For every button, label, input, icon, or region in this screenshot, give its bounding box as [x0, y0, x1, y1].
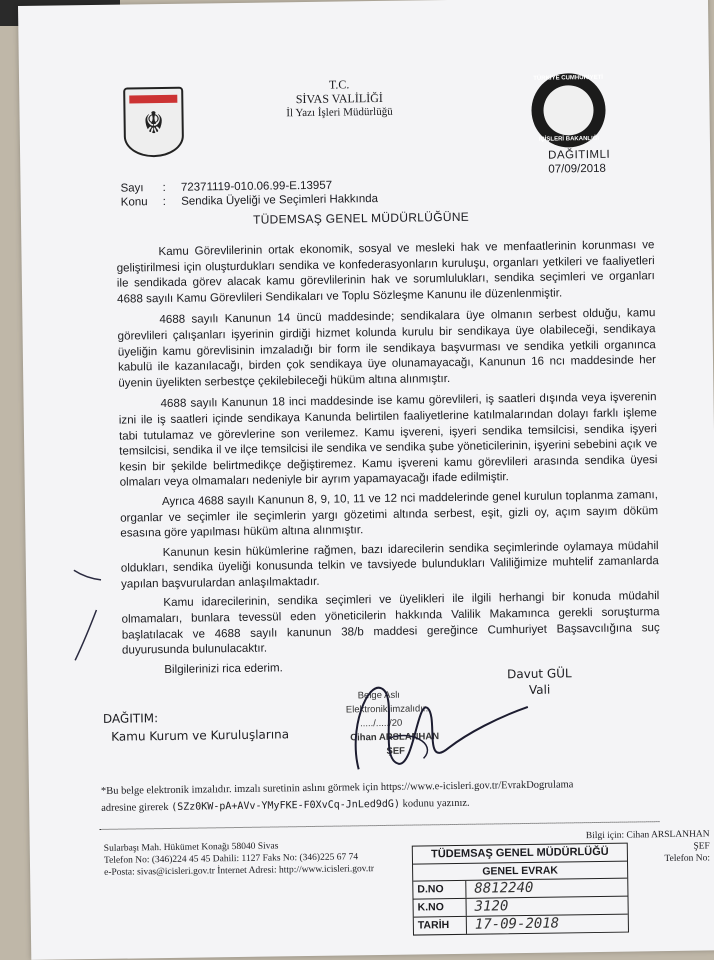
konu-label: Konu — [120, 196, 148, 209]
paragraph-3: 4688 sayılı Kanunun 18 inci maddesinde ise kamu görevlileri, iş saatleri dışında veya işverenin izni ile iş saatleri içinde sendikaya Kanunda belirtilen faaliyetlerine katılmalarından dolayı farklı işleme tabi tutulamaz ve görevlerine son verilemez. Kamu işvereni, işyeri sendika temsilcisi, sendika işyeri temsilcisi, sendika il ve ilçe temsilcisi ile sendika ve sendika şube yöneticilerinin, işyerini sebebini açık ve kesin bir şekilde belirtmedikçe değiştiremez. Kamu işvereni kamu görevlileri arasında sendika üyesi olmaları veya olmamaları nedeniyle bir ayrım yapamayacağı ifade edilmiştir. — [118, 390, 658, 489]
reference-block — [120, 178, 378, 210]
sayi-value: 72371119-010.06.99-E.13957 — [180, 179, 333, 194]
stamp-date-value: 17-09-2018 — [474, 915, 560, 933]
signatory-title: Vali — [528, 682, 551, 697]
distribution-label: DAĞITIMLI — [548, 148, 611, 162]
stamp-line-5: ŞEF — [386, 745, 406, 757]
paragraph-4: Ayrıca 4688 sayılı Kanunun 8, 9, 10, 11 ve 12 nci maddelerinde genel kurulun toplanma zamanı, organlar ve seçimler ile seçimlerin yargı gözetimi altında serbest, eşit, gizli oy, açım sayım döküm esasına göre yapılması hüküm altına alınmıştır. — [120, 488, 659, 540]
distribution-recipients: Kamu Kurum ve Kuruluşlarına — [111, 727, 290, 744]
sayi-label: Sayı — [120, 182, 144, 195]
pen-tick-1 — [74, 570, 101, 580]
signature-stroke — [355, 686, 529, 770]
margin-pen-marks — [66, 560, 128, 671]
konu-value: Sendika Üyeliği ve Seçimleri Hakkında — [181, 192, 379, 208]
stamp-line-4: Cihan ARSLANHAN — [350, 731, 440, 744]
letterhead — [259, 76, 420, 120]
stamp-row-dno — [413, 878, 627, 899]
sivas-governorship-seal — [123, 87, 184, 158]
footer-contact — [104, 838, 434, 879]
addressee: TÜDEMSAŞ GENEL MÜDÜRLÜĞÜNE — [252, 209, 470, 227]
footer-email: e-Posta: sivas@icisleri.gov.tr İnternet Adresi: http://www.icisleri.gov.tr — [104, 864, 375, 878]
stamp-line-1: Belge Aslı — [357, 689, 400, 702]
handwritten-signature — [327, 667, 539, 780]
e-signature-note — [101, 774, 714, 817]
paragraph-1: Kamu Görevlilerinin ortak ekonomik, sosyal ve mesleki hak ve menfaatlerinin korunması ve geliştirilmesi için oluşturdukları sendika ve konfederasyonların kuruluşu, organları yetkileri ve faaliyetleri ile sendikada görev alacak kamu görevlilerinin hak ve sorumlulukları, sendika seçimleri ve organları 4688 sayılı Kamu Görevlileri Sendikaları ve Toplu Sözleşme Kanunu ile düzenlenmiştir. — [116, 238, 655, 306]
paragraph-closing: Bilgilerinizi rica ederim. — [164, 661, 283, 676]
seal-inner-circle — [543, 85, 594, 136]
receipt-stamp — [412, 843, 629, 936]
header-department: İl Yazı İşleri Müdürlüğü — [286, 105, 393, 120]
footer-address: Sularbaşı Mah. Hükümet Konağı 58040 Sivas — [103, 841, 279, 854]
info-contact: Bilgi için: Cihan ARSLANHAN — [585, 829, 710, 842]
pen-tick-2 — [74, 610, 97, 660]
seal-top-text: TÜRKİYE CUMHURİYETİ — [533, 74, 603, 82]
distribution-date-block — [548, 148, 610, 177]
stamp-subtitle: GENEL EVRAK — [413, 861, 627, 881]
seal-red-band — [129, 95, 177, 104]
stamp-row-kno — [414, 896, 628, 917]
stamp-dno-label: D.NO — [413, 881, 466, 899]
stamp-date-label: TARİH — [414, 917, 467, 935]
ministry-interior-seal — [531, 73, 606, 148]
footer-phone: Telefon No: (346)224 45 45 Dahili: 1127 Faks No: (346)225 67 74 — [103, 852, 359, 866]
paragraph-2: 4688 sayılı Kanunun 14 üncü maddesinde; sendikalara üye olmanın serbest olduğu, kamu görevlileri çalışanları işyerinin girdiği hizmet kolunda kurulu bir sendikaya üye olabileceği, sendikaya üyeliğin kamu görevlisinin imzaladığı bir form ile sendikaya başvurması ve sendika yetkili organınca kabulü ile kazanılacağı, birden çok sendikaya üye olunamayacağı, Kanunun 16 ncı maddesinde her üyenin üyelikten serbestçe çekilebileceği hüküm altına alınmıştır. — [117, 306, 657, 390]
note-line-2-suffix: kodunu yazınız. — [402, 797, 470, 810]
stamp-dno-value: 8812240 — [474, 879, 534, 897]
paragraph-6: Kamu idarecilerinin, sendika seçimleri ve üyelikleri ile ilgili herhangi bir konuda müdahil olmamaları, bunlara tevessül eden yöneticilerin hakkında Valilik Makamınca gerekli soruşturma başlatılacak ve 4688 sayılı kanunun 38/b maddesi gereğince Cumhuriyet Başsavcılığına suç duyurusunda bulunulacaktır. — [121, 589, 660, 657]
letter-body — [116, 237, 660, 678]
distribution-heading: DAĞITIM: — [102, 711, 159, 726]
colon: : — [162, 181, 166, 194]
distribution-block — [103, 707, 289, 746]
header-governorship: SİVAS VALİLİĞİ — [295, 90, 383, 107]
paragraph-5: Kanunun kesin hükümlerine rağmen, bazı idarecilerin sendika seçimlerinde oylamaya müdahil oldukları, sendika üyeliği konusunda telkin ve tavsiyede bulundukları Valiliğimize muhtelif zamanlarda yapılan başvurulardan anlaşılmaktadır. — [120, 538, 659, 591]
stamp-line-2: Elektronik imzalıdır. — [345, 703, 429, 716]
seal-bottom-text: İÇİŞLERİ BAKANLIĞI — [538, 135, 600, 143]
signatory-name: Davut GÜL — [506, 666, 572, 682]
stamp-row-date — [414, 914, 628, 935]
verification-code: (SZz0KW-pA+AVv-YMyFKE-F0XvCq-JnLed9dG) — [171, 798, 401, 813]
info-title: ŞEF — [693, 841, 710, 852]
footer-divider — [99, 821, 659, 830]
stamp-kno-label: K.NO — [414, 899, 467, 917]
colon: : — [162, 195, 167, 208]
note-line-1: *Bu belge elektronik imzalıdır. imzalı suretinin aslını görmek için https://www.e-icisleri.gov.tr/EvrakDogrulama — [100, 779, 574, 797]
stamp-line-3: ...../...../20 — [359, 717, 403, 730]
note-line-2-prefix: adresine girerek — [101, 801, 169, 814]
info-phone: Telefon No: — [664, 853, 711, 865]
eagle-emblem-icon: ☬ — [142, 105, 165, 142]
stamp-title: TÜDEMSAŞ GENEL MÜDÜRLÜĞÜ — [430, 845, 609, 861]
stamp-kno-value: 3120 — [474, 898, 509, 915]
header-tc: T.C. — [328, 77, 350, 92]
document-page — [18, 0, 714, 960]
document-date: 07/09/2018 — [548, 162, 606, 176]
